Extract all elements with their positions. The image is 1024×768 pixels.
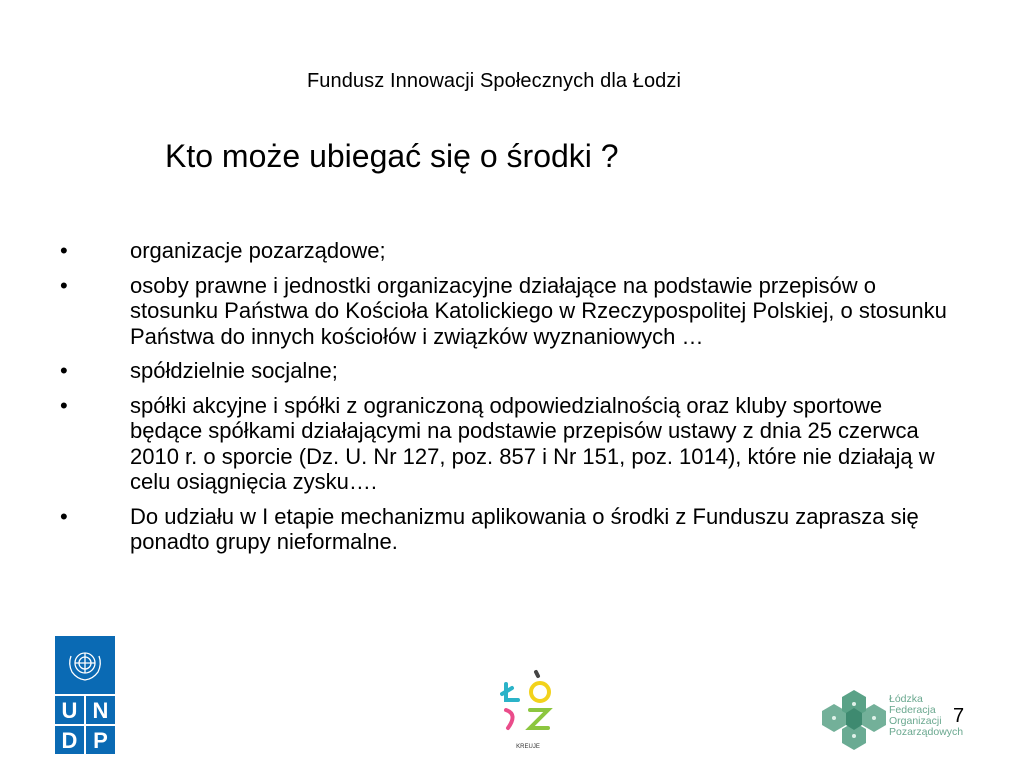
bullet-marker: •	[60, 238, 68, 263]
lodz-city-logo	[500, 668, 556, 754]
list-item	[56, 273, 956, 350]
undp-letter: N	[92, 698, 109, 723]
undp-logo	[55, 636, 115, 754]
list-item	[56, 238, 956, 264]
lfop-logo-text: Łódzka Federacja Organizacji Pozarządowych	[889, 693, 964, 738]
list-item	[56, 393, 956, 495]
slide-title: Kto może ubiegać się o środki ?	[165, 138, 619, 174]
bullet-text: spółdzielnie socjalne;	[130, 358, 338, 383]
lodz-subtext: KREUJE	[516, 744, 540, 750]
undp-letter: D	[61, 728, 78, 753]
bullet-marker: •	[60, 272, 68, 298]
bullet-text: osoby prawne i jednostki organizacyjne działające na podstawie przepisów o stosunku Państwa do Kościoła Katolickiego w Rzeczypospolitej Polskiej, o stosunku Państwa do innych kościołów i związków wyznaniowych …	[130, 272, 947, 349]
bullet-marker: •	[60, 392, 68, 418]
bullet-text: spółki akcyjne i spółki z ograniczoną odpowiedzialnością oraz kluby sportowe będące spółkami działającymi na podstawie przepisów ustawy z dnia 25 czerwca 2010 r. o sporcie (Dz. U. Nr 127, poz. 857 i Nr 151, poz. 1014), które nie działają w celu osiągnięcia zysku….	[130, 392, 935, 494]
slide-header: Fundusz Innowacji Społecznych dla Łodzi	[306, 70, 682, 92]
bullet-marker: •	[60, 358, 68, 383]
lfop-logo-icon	[822, 688, 886, 752]
bullet-list	[56, 238, 956, 564]
bullet-text: Do udziału w I etapie mechanizmu aplikowania o środki z Funduszu zaprasza się ponadto grupy nieformalne.	[130, 503, 919, 554]
undp-letter: U	[61, 698, 78, 723]
page-number: 7	[953, 705, 965, 727]
bullet-marker: •	[60, 503, 68, 529]
list-item	[56, 504, 956, 555]
bullet-text: organizacje pozarządowe;	[130, 238, 386, 263]
list-item	[56, 358, 956, 384]
undp-letter: P	[93, 728, 108, 753]
